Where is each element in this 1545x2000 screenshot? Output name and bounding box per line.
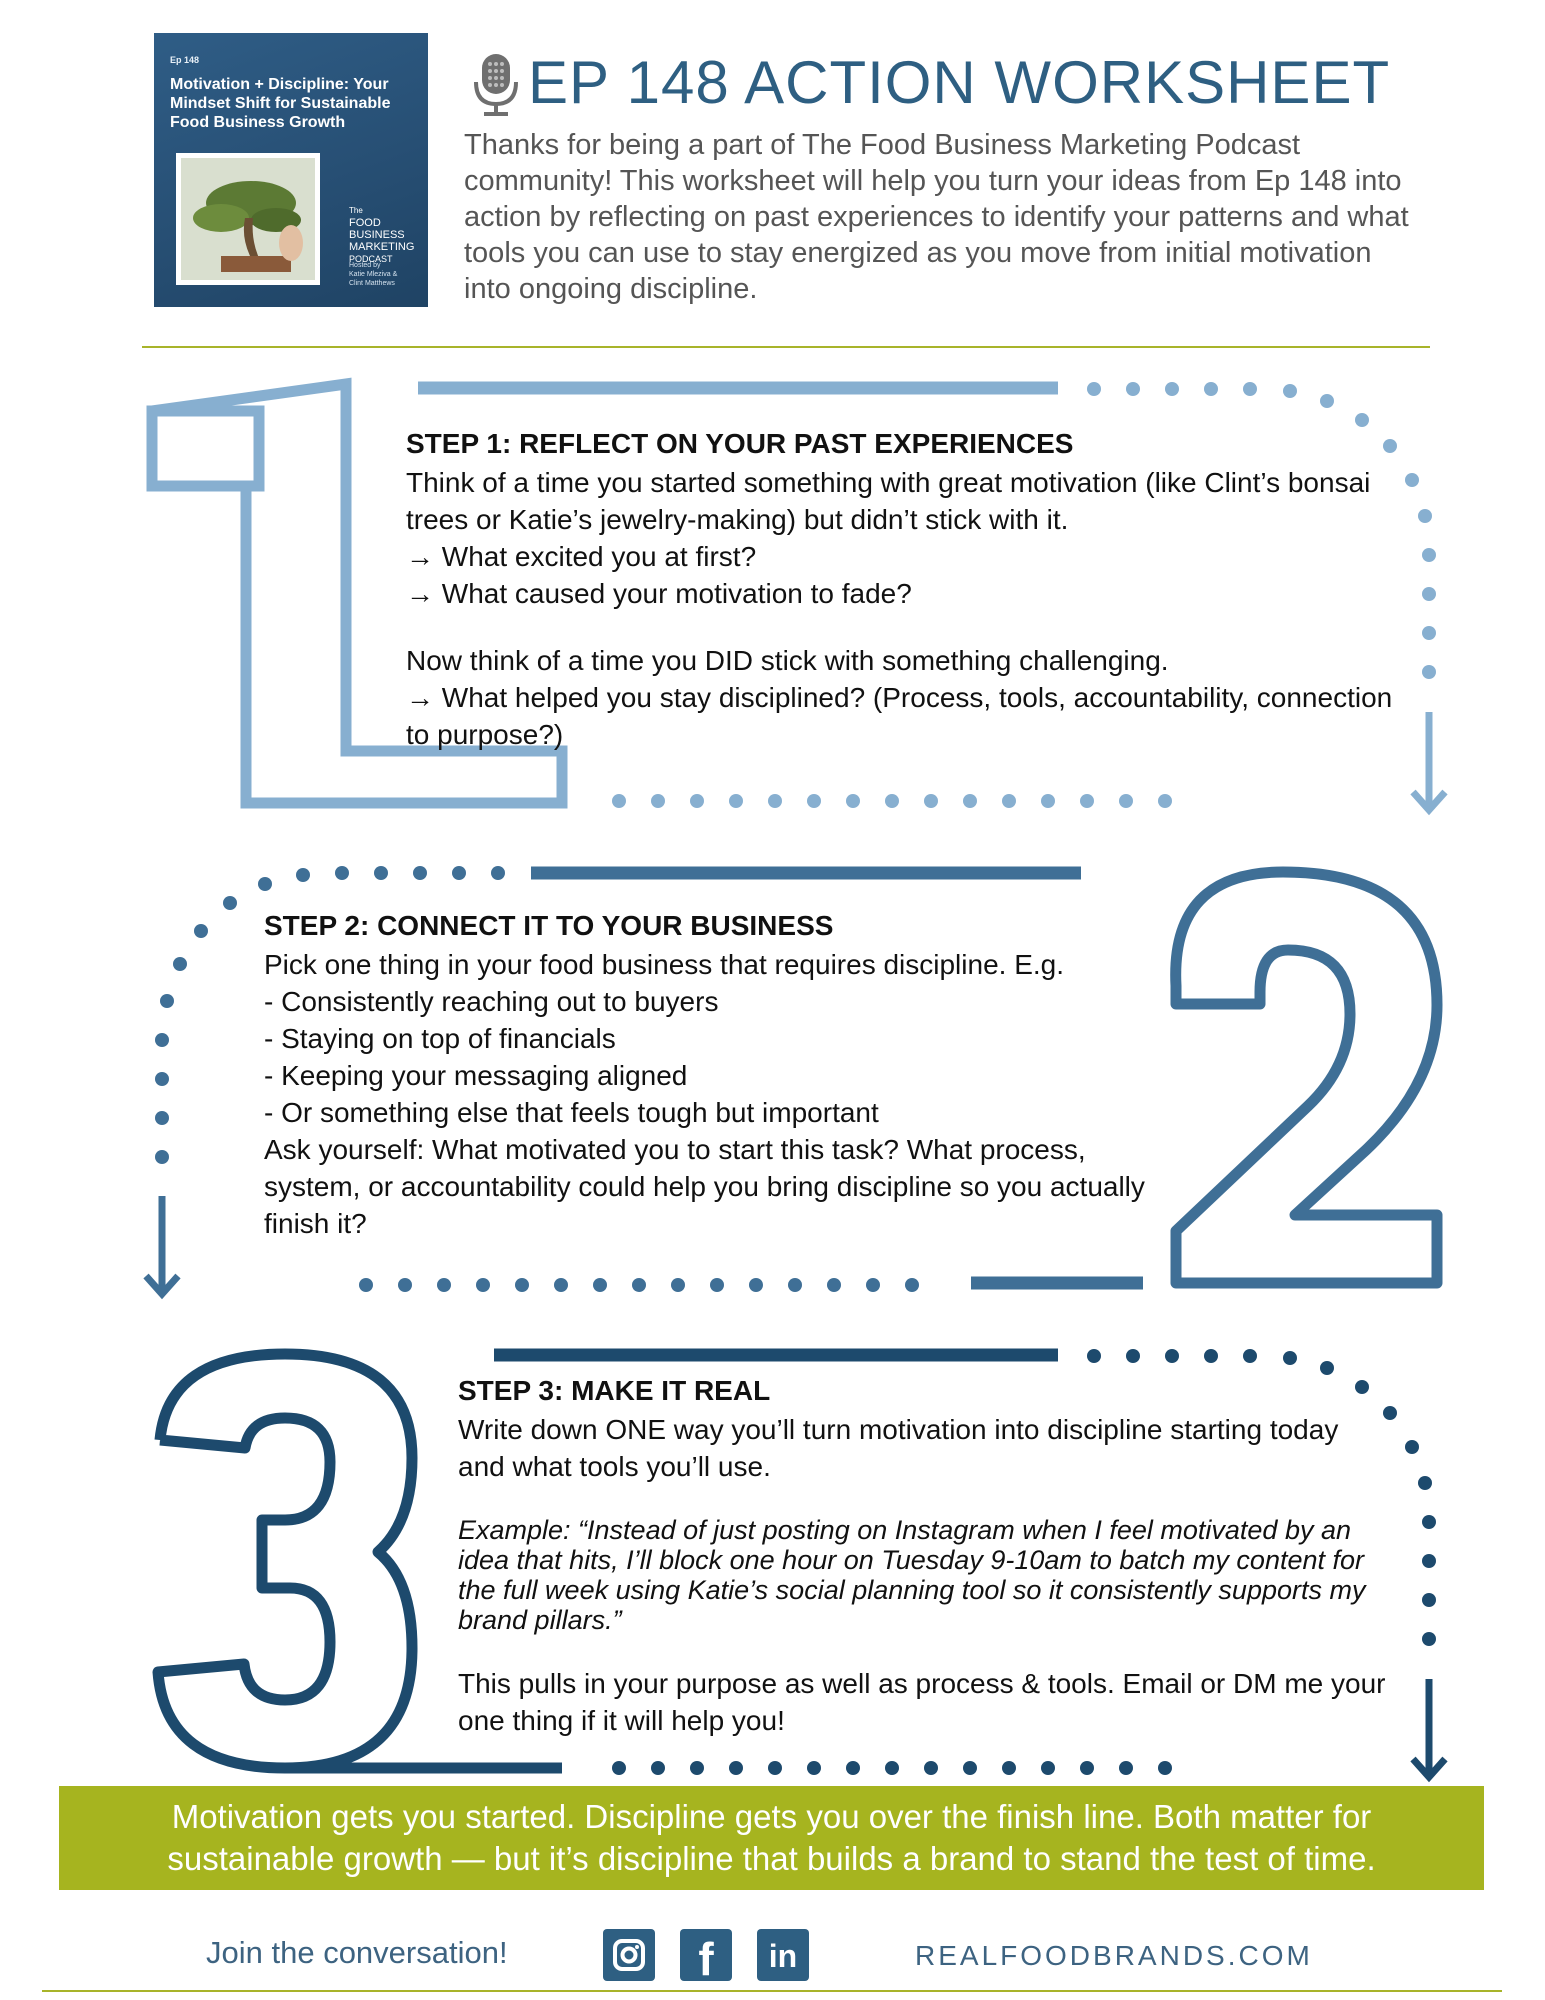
step3-example: Example: “Instead of just posting on Instagram when I feel motivated by an idea that hits, I’ll block one hour on Tuesday 9-10am to batch my content for the full week using Katie’s social planning tool so it consistently supports my brand pillars.” [458,1515,1366,1635]
footer-divider [42,1990,1502,1992]
facebook-icon[interactable]: f [680,1929,732,1981]
step3-block [458,1375,1388,1739]
step2-block [264,910,1184,1242]
step1-question-excited: → What excited you at first? [406,541,757,572]
worksheet-title: EP 148 ACTION WORKSHEET [528,49,1391,116]
cover-episode-tag: Ep 148 [170,55,200,65]
step1-block [406,428,1396,753]
step2-bottom-dots [359,1278,919,1292]
step2-ask-yourself: Ask yourself: What motivated you to start this task? What process, system, or accountability could help you bring discipline so you actually finish it? [264,1134,1145,1239]
step1-bottom-dots [612,794,1172,808]
step3-bottom-dots [612,1761,1172,1775]
step3-prompt: Write down ONE way you’ll turn motivation into discipline starting today and what tools you’ll use. [458,1414,1339,1482]
cover-show-name: The FOOD BUSINESS MARKETING PODCAST [349,206,415,264]
step2-number-outline [1176,872,1437,1283]
cover-hosts: Hosted by Katie Mleziva & Clint Matthews [349,262,398,287]
step1-title: STEP 1: REFLECT ON YOUR PAST EXPERIENCES [406,428,1074,459]
step1-question-disciplined: → What helped you stay disciplined? (Process, tools, accountability, connection to purpose?) [406,682,1393,750]
banner-line: sustainable growth — but it’s discipline that builds a brand to stand the test of time. [167,1840,1376,1877]
linkedin-icon[interactable]: in [757,1929,809,1981]
step2-prompt: Pick one thing in your food business that requires discipline. E.g. [264,949,1065,980]
step2-example-item: - Staying on top of financials [264,1023,616,1054]
step1-prompt: Think of a time you started something with great motivation (like Clint’s bonsai trees or Katie’s jewelry-making) but didn’t stick with it. [406,467,1371,535]
banner-line: Motivation gets you started. Discipline gets you over the finish line. Both matter for [171,1798,1372,1835]
step3-title: STEP 3: MAKE IT REAL [458,1375,771,1406]
step2-example-item: - Or something else that feels tough but important [264,1097,879,1128]
cover-episode-title: Motivation + Discipline: Your Mindset Shift for Sustainable Food Business Growth [170,76,391,131]
step2-example-item: - Consistently reaching out to buyers [264,986,719,1017]
intro-paragraph: Thanks for being a part of The Food Business Marketing Podcast community! This worksheet will help you turn your ideas from Ep 148 into action by reflecting on past experiences to identify your patterns and what tools you can use to stay energized as you move from initial motivation into ongoing discipline. [464,129,1409,305]
join-conversation-text: Join the conversation! [206,1935,508,1970]
step1-question-fade: → What caused your motivation to fade? [406,578,912,609]
quote-banner [59,1786,1484,1890]
step1-prompt-stick: Now think of a time you DID stick with something challenging. [406,645,1169,676]
step2-example-item: - Keeping your messaging aligned [264,1060,688,1091]
instagram-icon[interactable] [603,1929,655,1981]
step2-title: STEP 2: CONNECT IT TO YOUR BUSINESS [264,910,834,941]
website-link[interactable]: REALFOODBRANDS.COM [915,1940,1313,1971]
step3-closing: This pulls in your purpose as well as process & tools. Email or DM me your one thing if it will help you! [458,1668,1386,1736]
